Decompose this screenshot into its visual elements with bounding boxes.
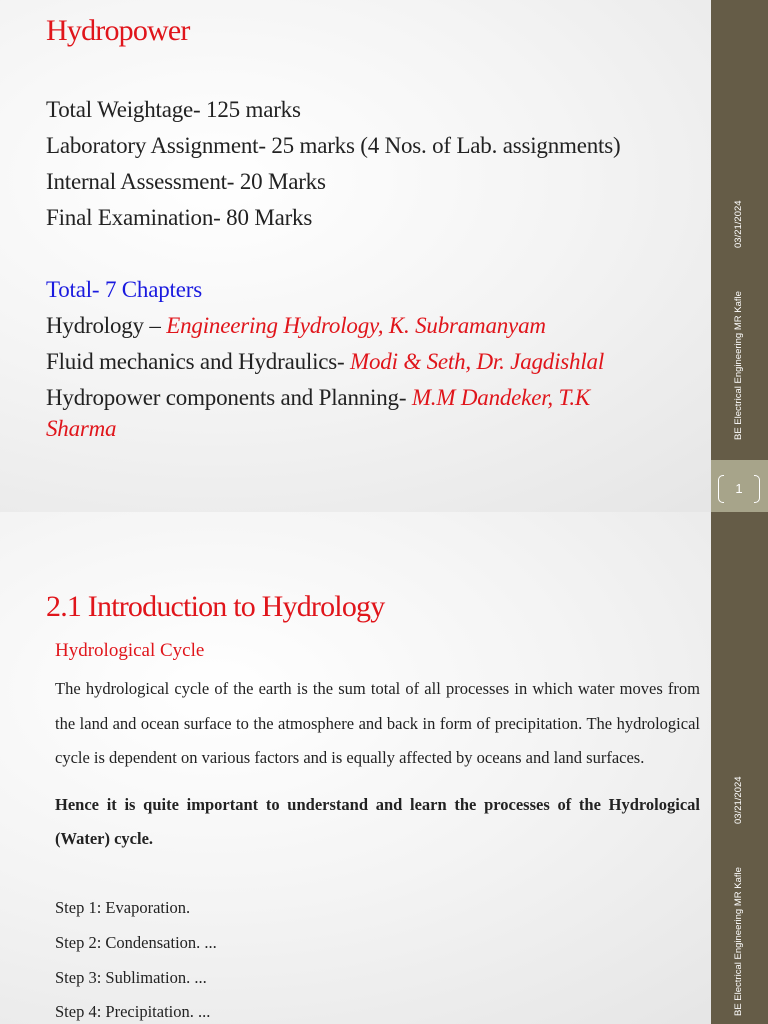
page-number-badge (718, 475, 760, 503)
step-item: Step 2: Condensation. ... (55, 933, 217, 952)
emphasis-text: Hence it is quite important to understand and learn the processes of the Hydrological (Water) cycle. (55, 794, 700, 848)
slide-title: Hydropower (46, 14, 190, 47)
page-number: 1 (735, 481, 743, 496)
footer-sidebar (711, 512, 768, 1024)
body-text (55, 672, 700, 857)
footer-date: 03/21/2024 (733, 776, 744, 824)
section-subtitle: Hydrological Cycle (55, 640, 205, 661)
intro-paragraph: The hydrological cycle of the earth is the sum total of all processes in which water moves from the land and ocean surface to the atmosphere and back in form of precipitation. The hydrological cycle is dependent on various factors and is equally affected by oceans and land surfaces. (55, 679, 700, 767)
weightage-final: Final Examination- 80 Marks (46, 205, 313, 230)
slide-2 (0, 512, 768, 1024)
book-reference: M.M Dandeker, T.K (411, 385, 591, 410)
step-item: Step 3: Sublimation. ... (55, 968, 207, 987)
weightage-lab: Laboratory Assignment- 25 marks (4 Nos. of Lab. assignments) (46, 133, 621, 158)
footer-author: BE Electrical Engineering MR Kafle (733, 291, 744, 440)
footer-sidebar (711, 0, 768, 512)
book-line-fluid-mechanics (46, 349, 604, 375)
chapters-heading: Total- 7 Chapters (46, 277, 202, 302)
book-reference: Modi & Seth, Dr. Jagdishlal (350, 349, 605, 374)
step-item: Step 4: Precipitation. ... (55, 1002, 211, 1021)
step-item: Step 1: Evaporation. (55, 898, 191, 917)
book-line-hydropower (46, 385, 590, 411)
footer-date: 03/21/2024 (733, 200, 744, 248)
page-number-band (711, 460, 768, 512)
book-topic: Fluid mechanics and Hydraulics- (46, 349, 351, 374)
book-topic: Hydrology – (46, 313, 167, 338)
book-reference: Engineering Hydrology, K. Subramanyam (166, 313, 546, 338)
book-reference-continued: Sharma (46, 416, 117, 441)
book-topic: Hydropower components and Planning- (46, 385, 412, 410)
book-line-hydrology (46, 313, 546, 339)
weightage-internal: Internal Assessment- 20 Marks (46, 169, 326, 194)
emphasis-paragraph (55, 788, 700, 857)
slide-title: 2.1 Introduction to Hydrology (46, 590, 385, 623)
footer-author: BE Electrical Engineering MR Kafle (733, 867, 744, 1016)
weightage-total: Total Weightage- 125 marks (46, 97, 301, 122)
